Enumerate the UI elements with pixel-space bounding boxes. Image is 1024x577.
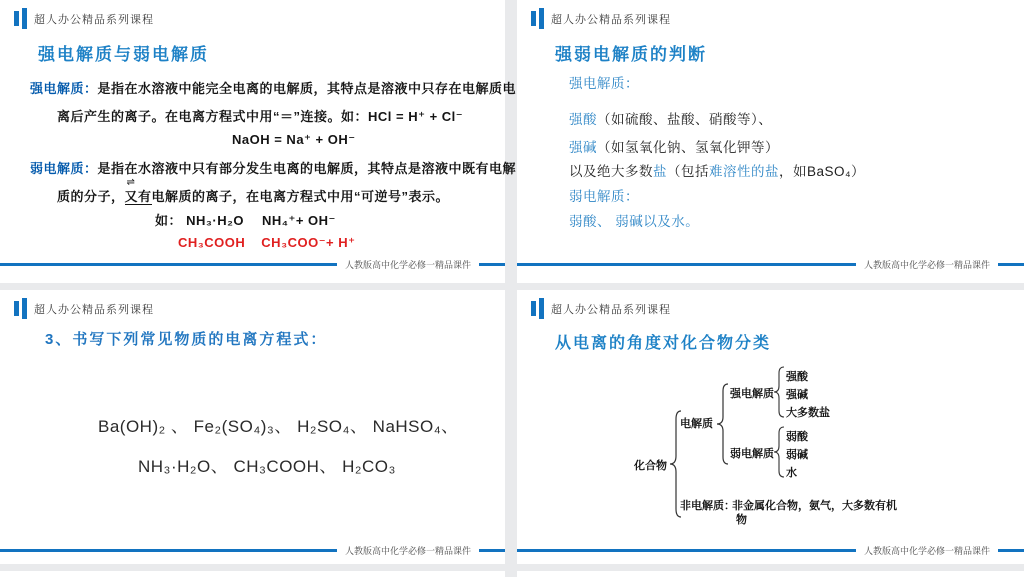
- footer-rule: [0, 263, 337, 266]
- slide-footer: [517, 544, 1024, 557]
- brand-bars-icon: [531, 298, 544, 319]
- footer-rule-short: [998, 549, 1024, 552]
- formula-list-line2: NH₃·H₂O、 CH₃COOH、 H₂CO₃: [138, 457, 396, 476]
- slide-1-thumbnail[interactable]: [0, 0, 517, 283]
- slide-header: [14, 8, 154, 29]
- weak-electrolyte-items: 弱酸、 弱碱以及水。: [569, 214, 700, 229]
- insoluble-salt-term: 难溶性的盐: [709, 164, 779, 179]
- slide-footer: [0, 544, 505, 557]
- non-electrolyte-examples-line1: 非金属化合物，氨气，大多数有机: [732, 500, 897, 512]
- footer-rule: [0, 549, 337, 552]
- tree-node-non-electrolyte: 非电解质：: [680, 500, 735, 512]
- tree-node-compound: 化合物: [634, 460, 667, 472]
- slide3-title: 3、书写下列常见物质的电离方程式：: [45, 331, 328, 348]
- brand-text: 超人办公精品系列课程: [34, 13, 154, 26]
- tree-node-electrolyte: 电解质: [680, 418, 713, 430]
- tree-node-weak-electrolyte: 弱电解质: [730, 448, 774, 460]
- brand-text: 超人办公精品系列课程: [34, 303, 154, 316]
- strong-base-term: 强碱: [569, 140, 597, 155]
- weak-electrolyte-label: 弱电解质：: [30, 161, 98, 176]
- slide-header: [531, 298, 671, 319]
- footer-caption: 人教版高中化学必修一精品课件: [863, 260, 990, 270]
- brand-text: 超人办公精品系列课程: [551, 13, 671, 26]
- footer-rule-short: [998, 263, 1024, 266]
- tree-leaf-weak-base: 弱碱: [786, 449, 808, 461]
- footer-caption: 人教版高中化学必修一精品课件: [344, 260, 471, 270]
- tree-node-strong-electrolyte: 强电解质: [730, 388, 774, 400]
- footer-caption: 人教版高中化学必修一精品课件: [863, 546, 990, 556]
- strong-base-examples: （如氢氧化钠、氢氧化钾等）: [597, 140, 779, 155]
- brand-bars-icon: [531, 8, 544, 29]
- footer-caption: 人教版高中化学必修一精品课件: [344, 546, 471, 556]
- definition-text: 是指在水溶液中只有部分发生电离的电解质，其特点是溶液中既有电解: [97, 161, 517, 176]
- tree-brace-weak: [773, 426, 785, 478]
- definition-text: 电解质的离子，在电离方程式中用“可逆号”表示。: [151, 189, 450, 204]
- strong-electrolyte-label: 强电解质：: [30, 81, 98, 96]
- slide-4-thumbnail[interactable]: [517, 290, 1024, 564]
- tree-leaf-most-salts: 大多数盐: [786, 407, 830, 419]
- brand-bars-icon: [14, 8, 27, 29]
- strong-acid-term: 强酸: [569, 112, 597, 127]
- strong-electrolyte-definition-line2: 离后产生的离子。在电离方程式中用“＝”连接。如：HCl = H⁺ + Cl⁻: [57, 109, 464, 124]
- slide2-title: 强弱电解质的判断: [555, 45, 707, 64]
- ch3cooh-ionization-equation: CH₃COOH CH₃COO⁻+ H⁺: [178, 235, 356, 250]
- strong-base-line: [569, 136, 779, 156]
- strong-electrolyte-heading: 强电解质：: [569, 76, 639, 91]
- salt-line: 以及绝大多数盐（包括难溶性的盐，如BaSO₄）: [569, 164, 866, 179]
- tree-brace-strong: [773, 366, 785, 418]
- footer-rule: [517, 263, 856, 266]
- strong-acid-line: [569, 108, 772, 128]
- tree-leaf-weak-acid: 弱酸: [786, 431, 808, 443]
- underlined-youyou: ⇌ 又有: [124, 177, 152, 204]
- footer-rule: [517, 549, 856, 552]
- slide-6-thumbnail-partial[interactable]: [517, 571, 1024, 577]
- slide-footer: [0, 258, 505, 271]
- weak-electrolyte-definition-line2: [57, 177, 450, 205]
- reversible-arrow-annotation: ⇌: [126, 177, 136, 188]
- weak-electrolyte-definition-line1: [30, 158, 516, 177]
- slide-footer: [517, 258, 1024, 271]
- weak-electrolyte-heading: 弱电解质：: [569, 189, 639, 204]
- tree-leaf-strong-acid: 强酸: [786, 371, 808, 383]
- definition-text: 是指在水溶液中能完全电离的电解质，其特点是溶液中只存在电解质电: [97, 81, 517, 96]
- slide-3-thumbnail[interactable]: [0, 290, 505, 564]
- slide-header: [531, 8, 671, 29]
- footer-rule-short: [479, 263, 505, 266]
- salt-term: 盐: [653, 164, 667, 179]
- tree-leaf-strong-base: 强碱: [786, 389, 808, 401]
- formula-list-line1: Ba(OH)₂ 、 Fe₂(SO₄)₃、 H₂SO₄、 NaHSO₄、: [98, 417, 459, 436]
- slide-5-thumbnail-partial[interactable]: [0, 571, 505, 577]
- footer-rule-short: [479, 549, 505, 552]
- non-electrolyte-examples-line2: 物: [736, 514, 747, 526]
- naoh-ionization-equation: NaOH = Na⁺ + OH⁻: [232, 132, 356, 147]
- definition-text: 质的分子，: [57, 189, 125, 204]
- strong-electrolyte-definition-line1: [30, 78, 516, 97]
- strong-acid-examples: （如硫酸、盐酸、硝酸等）、: [597, 112, 773, 127]
- slide-2-thumbnail[interactable]: [517, 0, 1024, 283]
- nh3-ionization-equation: 如： NH₃·H₂O NH₄⁺+ OH⁻: [155, 213, 336, 228]
- tree-leaf-water: 水: [786, 467, 797, 479]
- slide4-title: 从电离的角度对化合物分类: [555, 335, 772, 352]
- slide-header: [14, 298, 154, 319]
- slide1-title: 强电解质与弱电解质: [38, 45, 209, 64]
- brand-bars-icon: [14, 298, 27, 319]
- tree-brace-level2: [716, 383, 729, 465]
- brand-text: 超人办公精品系列课程: [551, 303, 671, 316]
